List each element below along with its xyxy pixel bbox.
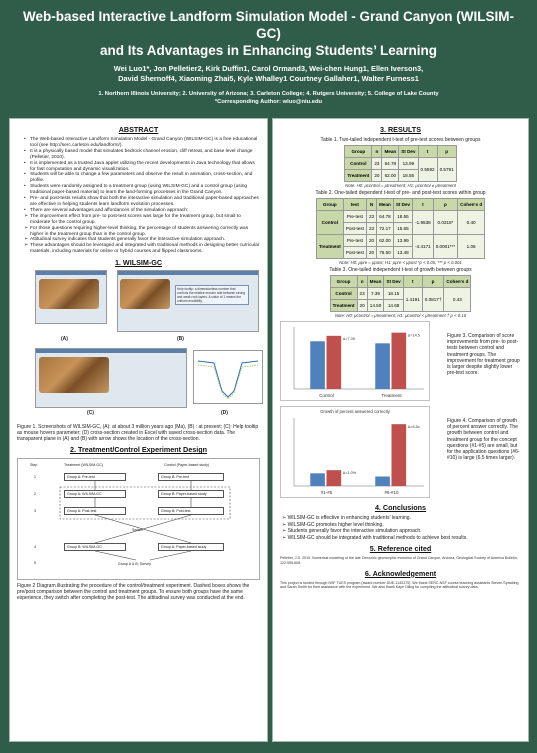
table-cell: Pre-test [343, 235, 366, 247]
column-header: Cohen's d [458, 199, 485, 211]
chart-bar [392, 424, 407, 486]
abstract-item: • It is a physically based model that simulates bedrock channel erosion, cliff retreat, and base level change (Pelletier, 2010). [25, 149, 260, 161]
table-cell: 76.50 [377, 247, 394, 259]
column-header: t [418, 146, 437, 158]
flow-box: Group A: Paper-based study [158, 543, 224, 551]
figure-4-caption: Figure 4. Comparison of growth of percent answer correctly. The growth between control and treatment group for the concept questions (#1-#5) are small, but for the application questions (#6-#10) is large (6.5 times larger). [447, 418, 520, 462]
control-header: Control (Paper-based study) [164, 463, 210, 468]
growth-chart [280, 406, 430, 498]
table-cell: 0.5791 [437, 158, 456, 182]
abstract-subitem: ➢ For those questions requiring higher-level thinking, the percentage of students answering correctly was higher in the treatment group than in the control group. [25, 226, 260, 238]
column-header: p [422, 276, 444, 288]
chart-bar [310, 341, 325, 389]
cross-section-chart [193, 350, 263, 404]
abstract-item: • Students will be able to change a few parameters and observe the result in animation, cross-section, and profile. [25, 172, 260, 184]
table-cell: 23 [366, 223, 376, 235]
table-2-note: Note: H0: μpre = μpost; H1: μpre < μpost *p < 0.05, *** p < 0.001 [339, 260, 462, 265]
chart-bar [392, 333, 407, 389]
data-label: Δ=14.5 [407, 333, 420, 338]
table-cell: 23 [372, 158, 382, 170]
category-label: Control [319, 393, 334, 398]
abstract-subitem: ➢ Attitudinal survey indicates that students generally favor the interactive simulation approach. [25, 237, 260, 243]
chart-bar [375, 476, 390, 486]
table-cell: 0.5592 [418, 158, 437, 182]
table-cell: Pre-test [343, 211, 366, 223]
table-cell: Treatment [345, 170, 372, 182]
chart-title: Growth of percent answered correctly [320, 409, 390, 414]
table-1 [344, 145, 456, 182]
column-header: Mean [377, 199, 394, 211]
table-cell: -1.9538 [413, 211, 434, 235]
affiliation-list: 1. Northern Illinois University; 2. University of Arizona; 3. Carleton College; 4. Rutgers University; 5. College of Lake County [98, 91, 439, 97]
flow-box: Group A: Pre-test [64, 473, 126, 481]
table-cell: 62.00 [382, 170, 399, 182]
conclusion-item: ➢ WILSIM-GC is effective in enhancing students’ learning. [282, 515, 411, 521]
table-cell: Control [345, 158, 372, 170]
screenshot-b [117, 270, 259, 332]
table-1-caption: Table 1. Two-tailed independent t-test of pre-test scores between groups [320, 137, 481, 143]
table-cell: 14.50 [367, 300, 384, 312]
label-a: (A) [61, 336, 68, 343]
column-header: t [413, 199, 434, 211]
flow-box: Group B: Pre-test [158, 473, 224, 481]
table-cell: 18.15 [384, 288, 403, 300]
experiment-diagram [17, 458, 260, 580]
column-header: t [403, 276, 422, 288]
column-header: St Dev [399, 146, 418, 158]
table-cell: 64.78 [382, 158, 399, 170]
data-label: Δ=6.5x [407, 425, 420, 430]
label-b: (B) [177, 336, 184, 343]
acknowledgement-text: This project is funded through NSF TUES program (award number DUE-1140375). We thank SERC-NSF course teaching assistants Steven Spradling and Sarah Smith for their assistance with the experiment. We also thank Kaye Olling for compiling the attitudinal survey data. [280, 580, 519, 590]
abstract-item: • Students were randomly assigned to a treatment group (using WILSIM-GC) and a control group (using traditional paper-based material) to learn the land-forming processes in the Grand Canyon. [25, 184, 260, 196]
switch-label: Switch [132, 528, 143, 533]
treatment-header: Treatment (WILSIM-GC) [64, 463, 104, 468]
column-header: Group [330, 276, 357, 288]
step-number: 4 [34, 545, 36, 550]
abstract-item: • Pre- and post-tests results show that both the interactive simulation and traditional paper-based approaches are effective in helping students learn landform evolution processes. [25, 196, 260, 208]
table-cell: 0.43 [444, 288, 471, 312]
table-row [316, 235, 484, 247]
table-cell: Post-test [343, 223, 366, 235]
table-2-caption: Table 2. One-tailed dependent t-test of pre- and post-test scores within group [315, 190, 486, 196]
table-cell: 20 [366, 247, 376, 259]
table-cell: 13.48 [393, 247, 412, 259]
table-3 [330, 275, 472, 312]
abstract-subitem: ➢ The improvement effect from pre- to post-test scores was large for the treatment group, but small to moderate for the control group. [25, 214, 260, 226]
screenshot-a [35, 270, 107, 324]
survey-label: Group A & B: Survey [118, 562, 151, 567]
cross-section-plot [194, 351, 262, 403]
category-label: #1-#5 [320, 490, 333, 495]
label-d: (D) [221, 410, 228, 417]
figure-4 [280, 406, 521, 500]
data-label: Δ=1.0% [342, 471, 357, 476]
abstract-list [17, 137, 260, 255]
affiliations [0, 90, 537, 106]
table-cell: 0.0318* [433, 211, 457, 235]
category-label: #6-#10 [384, 490, 399, 495]
column-header: St Dev [393, 199, 412, 211]
table-cell: 15.65 [393, 223, 412, 235]
table-cell: 20 [372, 170, 382, 182]
right-column [272, 118, 529, 742]
step-header: Step [30, 463, 38, 468]
table-cell: 18.55 [393, 211, 412, 223]
column-header: p [437, 146, 456, 158]
figure-1-caption: Figure 1. Screenshots of WILSIM-GC, (A): at about 3 million years ago (Ma), (B) : at present; (C): Help tooltip as mouse hovers parameter; (D) cross-section created in Excel with saved cross-section data. The transparent plane in (A) and (B) with arrow shows the location of the cross-section. [17, 424, 259, 443]
flow-box: Group A: Post-test [64, 507, 126, 515]
acknowledgement-heading: 6. Acknowledgement [364, 568, 437, 578]
table-header-row [345, 146, 456, 158]
table-cell: 23 [366, 211, 376, 223]
chart-bar [310, 473, 325, 486]
design-heading: 2. Treatment/Control Experiment Design [70, 445, 207, 455]
abstract-item: • There are several advantages and affordances of the simulation approach: [25, 208, 260, 214]
flow-box: Group B: Post-test [158, 507, 224, 515]
table-cell: 64.78 [377, 211, 394, 223]
table-cell: 23 [357, 288, 367, 300]
table-cell: Control [316, 211, 343, 235]
table-cell: Treatment [316, 235, 343, 259]
table-header-row [316, 199, 484, 211]
screenshot-c [35, 348, 187, 408]
poster-title [0, 8, 537, 59]
conclusion-item: ➢ WILSIM-GC promotes higher level thinking. [282, 521, 384, 528]
chart-frame [281, 407, 430, 498]
author-list [0, 64, 537, 84]
table-cell: 20 [357, 300, 367, 312]
flow-box: Group B: Paper-based study [158, 490, 224, 498]
figure-2-caption: Figure 2 Diagram illustrating the procedure of the control/treatment experiment. Dashed boxes shows the pre/post comparison between the control and treatment groups. To ensure both groups have the same experience, they switch after completing the post-test. The attitudinal survey was conducted at the end. [17, 583, 250, 602]
chart-bar [375, 343, 390, 389]
table-cell: -4.4171 [413, 235, 434, 259]
column-header: Group [345, 146, 372, 158]
table-cell: Treatment [330, 300, 357, 312]
table-cell: 13.99 [399, 158, 418, 170]
column-header: n [372, 146, 382, 158]
table-cell: 0.0001*** [433, 235, 457, 259]
table-header-row [330, 276, 471, 288]
abstract-subitem: ➢ These advantages should be leveraged and integrated with traditional methods in designing better curricular materials, including materials for online or hybrid courses and flipped classrooms. [25, 243, 260, 255]
figure-3 [280, 321, 521, 403]
table-row [316, 211, 484, 223]
terrain-image [120, 279, 170, 309]
figure-3-caption: Figure 3. Comparison of score improvements from pre- to post-tests between control and treatment groups. The improvement for treatment group is larger despite slightly lower pre-test score. [447, 333, 520, 377]
step-number: 1 [34, 475, 36, 480]
column-header: St Dev [384, 276, 403, 288]
chart-bar [327, 470, 342, 486]
table-row [330, 288, 471, 300]
figure-1 [17, 270, 260, 424]
results-heading: 3. RESULTS [379, 125, 421, 134]
step-number: 2 [34, 492, 36, 497]
column-header: N [366, 199, 376, 211]
help-tooltip: Help tooltip: a dimensionless number that controls the relative erosion rate between strong and weak rock layers. A value of 1 means the uniform erodibility. [175, 285, 249, 305]
column-header: p [433, 199, 457, 211]
authors-line-2: David Shernoff4, Xiaoming Zhai5, Kyle Whalley1 Courtney Gallaher1, Walter Furness1 [118, 74, 419, 83]
table-row [345, 158, 456, 170]
abstract-item: • The Web-based Interactive Landform Simulation Model - Grand Canyon (WILSIM-GC) is a free educational tool (see http://serc.carleton.edu/landform/). [25, 137, 260, 149]
flow-arrows [18, 459, 261, 577]
authors-line-1: Wei Luo1*, Jon Pelletier2, Kirk Duffin1, Carol Ormand3, Wei-chen Hung1, Ellen Iverson3, [113, 64, 424, 73]
table-1-note: Note: H0: μcontrol = μtreatment; H1: μcontrol ≠ μtreatment [345, 183, 456, 188]
table-3-note: Note: H0: μcontrol = μtreatment; H1: μcontrol < μtreatment † p < 0.10 [334, 313, 467, 318]
table-cell: 1.06 [458, 235, 485, 259]
label-c: (C) [87, 410, 94, 417]
terrain-image [39, 357, 109, 393]
table-cell: 1.4191 [403, 288, 422, 312]
table-cell: 13.99 [393, 235, 412, 247]
chart-bar [327, 336, 342, 389]
conclusions-list [280, 515, 521, 541]
title-line-2: and Its Advantages in Enhancing Students’ Learning [99, 43, 438, 58]
column-header: Mean [367, 276, 384, 288]
title-line-1: Web-based Interactive Landform Simulation Model - Grand Canyon (WILSIM-GC) [22, 9, 515, 41]
flow-box: Group B: WILSIM-GC [64, 543, 126, 551]
reference-text: Pelletier, J.D. 2010. Numerical modeling of the late Cenozoic geomorphic evolution of Grand Canyon, Arizona, Geological Society of America Bulletin, 122:595-608. [280, 556, 518, 565]
table-cell: 20 [366, 235, 376, 247]
terrain-image [39, 279, 99, 309]
table-cell: 0.0817† [422, 288, 444, 312]
step-number: 5 [34, 561, 36, 566]
conclusion-item: ➢ WILSIM-GC should be integrated with traditional methods to achieve best results. [282, 534, 468, 541]
score-improvement-chart [280, 321, 430, 401]
poster-header [0, 0, 537, 112]
step-number: 3 [34, 509, 36, 514]
data-label: Δ=7.39 [342, 336, 355, 341]
column-header: n [357, 276, 367, 288]
column-header: Mean [382, 146, 399, 158]
table-cell: Post-test [343, 247, 366, 259]
references-heading: 5. Reference cited [369, 544, 432, 554]
table-cell: 18.55 [399, 170, 418, 182]
table-cell: 14.68 [384, 300, 403, 312]
table-cell: 72.17 [377, 223, 394, 235]
table-3-caption: Table 3. One-tailed independent t-test of growth between groups [329, 267, 472, 273]
wilsim-heading: 1. WILSIM-GC [114, 258, 163, 268]
table-cell: 0.40 [458, 211, 485, 235]
table-cell: 7.39 [367, 288, 384, 300]
conclusions-heading: 4. Conclusions [374, 503, 427, 512]
left-column [9, 118, 268, 742]
table-2 [316, 198, 485, 259]
column-header: test [343, 199, 366, 211]
abstract-item: • It is implemented as a trusted Java applet utilizing the recent developments in Java technology that allows for fast computation and dynamic visualization. [25, 161, 260, 173]
corresponding-author: *Corresponding Author: wluo@niu.edu [214, 99, 323, 105]
flow-box: Group A: WILSIM-GC [64, 490, 126, 498]
conclusion-item: ➢ Students generally favor the interactive simulation approach. [282, 528, 422, 535]
category-label: Treatment [381, 393, 402, 398]
abstract-heading: ABSTRACT [118, 125, 159, 134]
column-header: Group [316, 199, 343, 211]
table-cell: Control [330, 288, 357, 300]
table-cell: 62.00 [377, 235, 394, 247]
column-header: Cohen's d [444, 276, 471, 288]
